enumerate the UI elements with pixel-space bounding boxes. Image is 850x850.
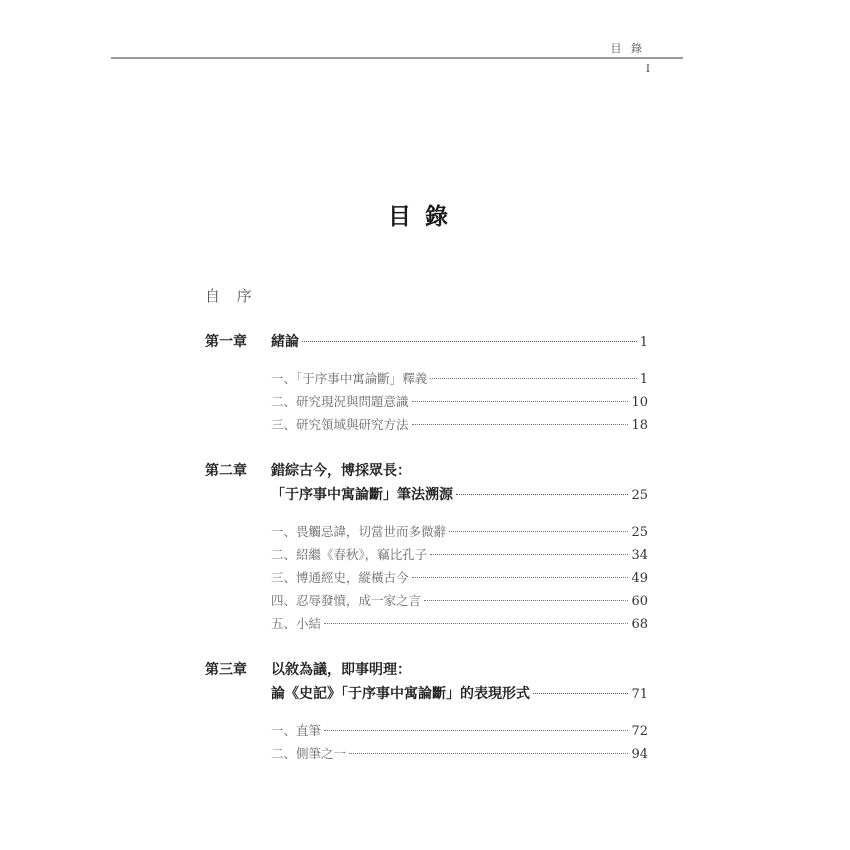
page-number: 68 (631, 617, 648, 632)
running-head-title: 目 錄 (610, 42, 645, 55)
toc-entry-preface[interactable]: 自 序 (205, 287, 258, 305)
page-folio: I (646, 64, 650, 75)
page-number: 94 (631, 747, 648, 762)
dot-leader (449, 531, 628, 532)
dot-leader (324, 730, 628, 731)
section-label: 四、忍辱發憤，成一家之言 (271, 593, 422, 608)
dot-leader (424, 600, 628, 601)
dot-leader (302, 341, 637, 342)
toc-section[interactable] (271, 614, 648, 637)
page-number: 1 (639, 372, 648, 387)
section-label: 三、博通經史，縱橫古今 (271, 570, 409, 585)
toc-chapter-1[interactable] (205, 331, 648, 355)
dot-leader (324, 623, 628, 624)
dot-leader (456, 494, 628, 495)
toc-chapter-2[interactable] (205, 460, 648, 508)
section-label: 一、直筆 (271, 723, 322, 738)
toc-section[interactable] (271, 415, 648, 438)
page-number: 25 (631, 525, 648, 540)
dot-leader (533, 693, 628, 694)
page-number: 1 (639, 335, 648, 350)
toc-section[interactable] (271, 522, 648, 545)
dot-leader (430, 554, 628, 555)
chapter-title: 緒論 (271, 334, 299, 350)
dot-leader (412, 424, 629, 425)
page-number: 71 (631, 687, 648, 702)
dot-leader (349, 753, 628, 754)
chapter-3-sections (271, 721, 648, 767)
toc-chapter-3[interactable] (205, 659, 648, 707)
page-number: 18 (631, 418, 648, 433)
section-label: 二、研究現況與問題意識 (271, 394, 409, 409)
dot-leader (412, 577, 629, 578)
page-number: 49 (631, 571, 648, 586)
chapter-title-line-2: 「于序事中寓論斷」筆法溯源 (271, 487, 453, 503)
page-number: 72 (631, 724, 648, 739)
toc-section[interactable] (271, 591, 648, 614)
chapter-number: 第一章 (205, 334, 247, 350)
chapter-number: 第三章 (205, 662, 247, 678)
chapter-title-line-2: 論《史記》「于序事中寓論斷」的表現形式 (271, 686, 530, 702)
chapter-title-line-1: 錯綜古今，博採眾長： (271, 463, 411, 479)
section-label: 二、側筆之一 (271, 746, 347, 761)
toc-section[interactable] (271, 568, 648, 591)
page-title: 目錄 (388, 203, 462, 230)
section-label: 一、「于序事中寓論斷」釋義 (271, 371, 428, 386)
chapter-number: 第二章 (205, 463, 247, 479)
header-rule (111, 57, 683, 59)
chapter-title-line-1: 以敘為議，即事明理： (271, 662, 411, 678)
toc-section[interactable] (271, 545, 648, 568)
dot-leader (412, 401, 629, 402)
toc-section[interactable] (271, 744, 648, 767)
toc-section[interactable] (271, 369, 648, 392)
table-of-contents (205, 285, 648, 789)
toc-section[interactable] (271, 392, 648, 415)
dot-leader (430, 378, 636, 379)
page-number: 25 (631, 488, 648, 503)
chapter-2-sections (271, 522, 648, 637)
section-label: 一、畏觸忌諱，切當世而多微辭 (271, 524, 447, 539)
toc-section[interactable] (271, 721, 648, 744)
section-label: 二、紹繼《春秋》，竊比孔子 (271, 547, 428, 562)
page-number: 60 (631, 594, 648, 609)
page-number: 10 (631, 395, 648, 410)
section-label: 三、研究領域與研究方法 (271, 417, 409, 432)
page-number: 34 (631, 548, 648, 563)
chapter-1-sections (271, 369, 648, 438)
section-label: 五、小結 (271, 616, 322, 631)
